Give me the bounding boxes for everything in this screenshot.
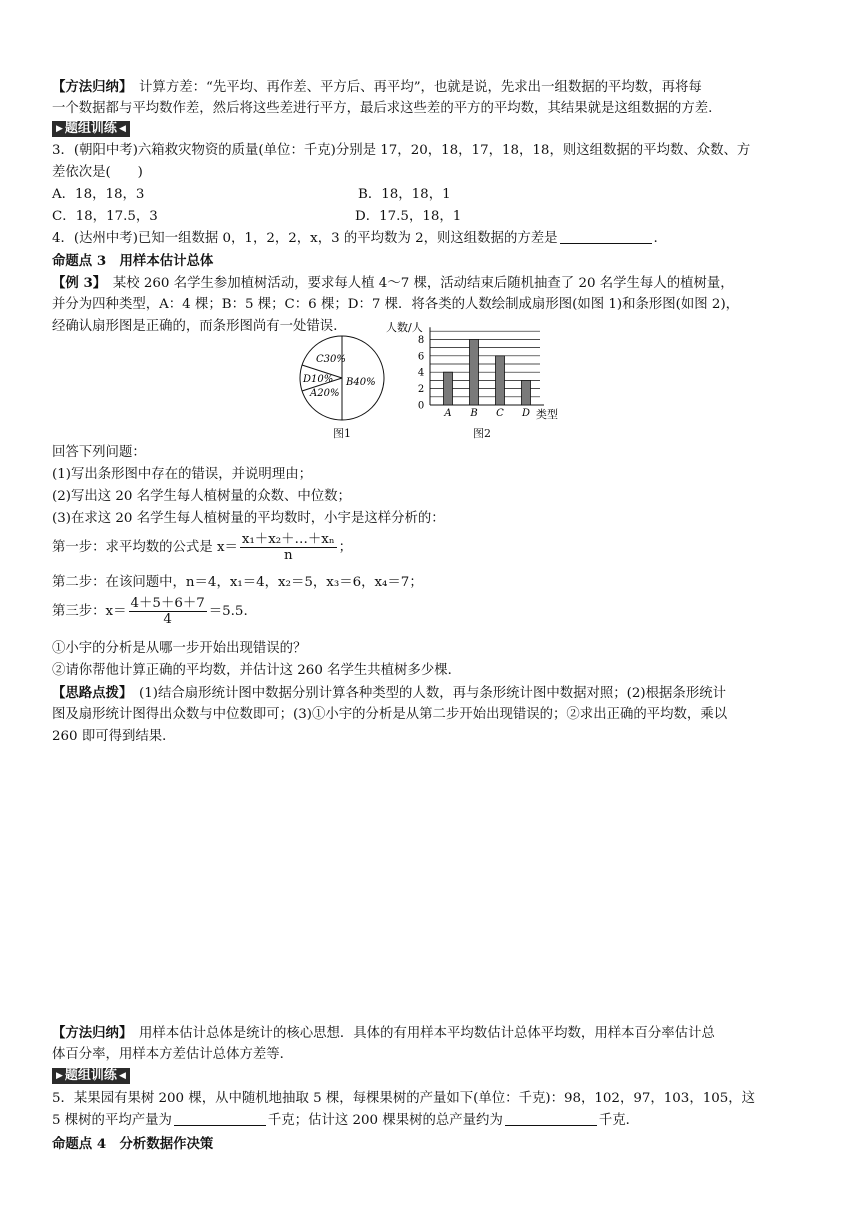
step-3-text: 第三步：x＝ <box>52 604 127 619</box>
step-3-tail: ＝5.5. <box>208 604 248 619</box>
topic-point-3: 命题点 3 用样本估计总体 <box>52 253 214 269</box>
answer-blank[interactable] <box>174 1112 266 1126</box>
example-3-head: 【例 3】 <box>52 275 100 291</box>
step-1-text: 第一步：求平均数的公式是 x＝ <box>52 540 238 555</box>
method-summary-1-text: 计算方差：“先平均、再作差、平方后、再平均”，也就是说，先求出一组数据的平均数，再将每 <box>125 80 702 95</box>
pie-label-a: A20% <box>310 388 340 399</box>
question-3-line-1: 3．(朝阳中考)六箱救灾物资的质量(单位：千克)分别是 17，20，18，17，18，18，则这组数据的平均数、众数、方 <box>52 143 751 158</box>
question-5-line-1: 5．某果园有果树 200 棵，从中随机地抽取 5 棵，每棵果树的产量如下(单位：千克)：98，102，97，103，105，这 <box>52 1091 756 1106</box>
question-3-option-d: D．17.5，18，1 <box>355 209 462 224</box>
drill-label-text: 题组训练 <box>64 121 117 136</box>
method-summary-2-text: 用样本估计总体是统计的核心思想．具体的有用样本平均数估计总体平均数，用样本百分率估计总 <box>125 1026 715 1041</box>
method-summary-2-line-1 <box>52 1024 715 1043</box>
bar-chart-xlabel: 类型 <box>536 408 558 421</box>
question-3-line-2: 差依次是( ) <box>52 165 143 180</box>
step-2: 第二步：在该问题中，n＝4，x₁＝4，x₂＝5，x₃＝6，x₄＝7； <box>52 575 423 590</box>
question-5-text-b: 千克；估计这 200 棵果树的总产量约为 <box>267 1113 503 1128</box>
y-tick-label: 4 <box>417 367 425 379</box>
question-4 <box>52 230 658 248</box>
sub-question-2: (2)写出这 20 名学生每人植树量的众数、中位数； <box>52 489 351 504</box>
question-5-text-a: 5 棵树的平均产量为 <box>52 1113 172 1128</box>
drill-label-text: 题组训练 <box>64 1068 117 1083</box>
question-4-text: 4．(达州中考)已知一组数据 0，1，2，2，x，3 的平均数为 2，则这组数据的方差是 <box>52 231 558 246</box>
answer-prompt: 回答下列问题： <box>52 445 146 460</box>
question-5-line-2 <box>52 1112 639 1130</box>
bar-b <box>470 339 479 405</box>
play-right-icon: ▶ <box>56 1071 63 1081</box>
bar-c <box>496 356 505 405</box>
hint-line-2: 图及扇形统计图得出众数与中位数即可；(3)①小宇的分析是从第二步开始出现错误的；②求出正确的平均数，乘以 <box>52 707 728 722</box>
play-left-icon: ◀ <box>118 1071 126 1081</box>
hint-line-3: 260 即可得到结果． <box>52 729 176 744</box>
step-3 <box>52 596 248 627</box>
pie-chart <box>296 332 388 424</box>
y-tick-label: 6 <box>417 351 425 363</box>
answer-blank[interactable] <box>560 230 652 244</box>
x-category-label: B <box>470 408 478 419</box>
fraction-numerator: 4＋5＋6＋7 <box>130 596 205 611</box>
x-category-label: A <box>444 408 452 419</box>
method-summary-1-head: 【方法归纳】 <box>52 79 126 95</box>
method-summary-1-line-2: 一个数据都与平均数作差，然后将这些差进行平方，最后求这些差的平方的平均数，其结果就是这组数据的方差. <box>52 101 713 116</box>
question-5-text-c: 千克． <box>598 1113 640 1128</box>
topic-point-4: 命题点 4 分析数据作决策 <box>52 1136 214 1152</box>
fraction-numerator: x₁＋x₂＋…＋xₙ <box>241 532 335 547</box>
y-tick-label: 0 <box>417 400 425 412</box>
hint-line-1 <box>52 684 726 703</box>
method-summary-2-line-2: 体百分率，用样本方差估计总体方差等． <box>52 1047 294 1062</box>
drill-label-2 <box>52 1068 130 1084</box>
circled-question-2: ②请你帮他计算正确的平均数，并估计这 260 名学生共植树多少棵． <box>52 663 462 678</box>
play-right-icon: ▶ <box>56 124 63 134</box>
pie-label-b: B40% <box>346 377 376 388</box>
mean-calc-fraction <box>129 596 207 627</box>
example-3-line-3: 经确认扇形图是正确的，而条形图尚有一处错误． <box>52 319 347 334</box>
bar-chart-ylabel: 人数/人 <box>386 321 423 334</box>
bar-a <box>444 372 453 405</box>
circled-question-1: ①小宇的分析是从哪一步开始出现错误的？ <box>52 641 307 656</box>
sub-question-3: (3)在求这 20 名学生每人植树量的平均数时，小宇是这样分析的： <box>52 511 445 526</box>
figure-2-caption: 图2 <box>473 427 491 440</box>
figure-1-caption: 图1 <box>333 427 351 440</box>
bar-d <box>522 380 531 405</box>
step-1 <box>52 532 352 563</box>
step-1-tail: ； <box>338 540 353 555</box>
pie-label-c: C30% <box>316 354 346 365</box>
mean-formula-fraction <box>240 532 337 563</box>
hint-head: 【思路点拨】 <box>52 685 126 701</box>
sub-question-1: (1)写出条形图中存在的错误，并说明理由； <box>52 467 312 482</box>
x-category-label: C <box>496 408 504 419</box>
drill-label-1 <box>52 121 130 137</box>
fraction-denominator: n <box>283 548 293 563</box>
fraction-denominator: 4 <box>163 612 172 627</box>
question-3-option-c: C．18，17.5，3 <box>52 209 158 224</box>
hint-text: (1)结合扇形统计图中数据分别计算各种类型的人数，再与条形统计图中数据对照；(2)根据条形统计 <box>125 686 726 701</box>
method-summary-2-head: 【方法归纳】 <box>52 1025 126 1041</box>
bar-chart <box>386 318 570 424</box>
question-3-option-a: A．18，18，3 <box>52 187 145 202</box>
x-category-label: D <box>521 408 531 419</box>
play-left-icon: ◀ <box>118 124 126 134</box>
y-tick-label: 8 <box>417 334 425 346</box>
question-4-tail: . <box>653 231 658 246</box>
example-3-line-1 <box>52 274 734 293</box>
example-3-line-2: 并分为四种类型，A：4 棵；B：5 棵；C：6 棵；D：7 棵．将各类的人数绘制成扇形图(如图 1)和条形图(如图 2)， <box>52 297 740 312</box>
answer-blank[interactable] <box>505 1112 597 1126</box>
method-summary-1-line-1 <box>52 78 702 97</box>
example-3-text: 某校 260 名学生参加植树活动，要求每人植 4～7 棵，活动结束后随机抽查了 20 名学生每人的植树量， <box>99 276 734 291</box>
y-tick-label: 2 <box>417 384 425 396</box>
pie-label-d: D10% <box>303 374 334 385</box>
question-3-option-b: B．18，18，1 <box>358 187 451 202</box>
